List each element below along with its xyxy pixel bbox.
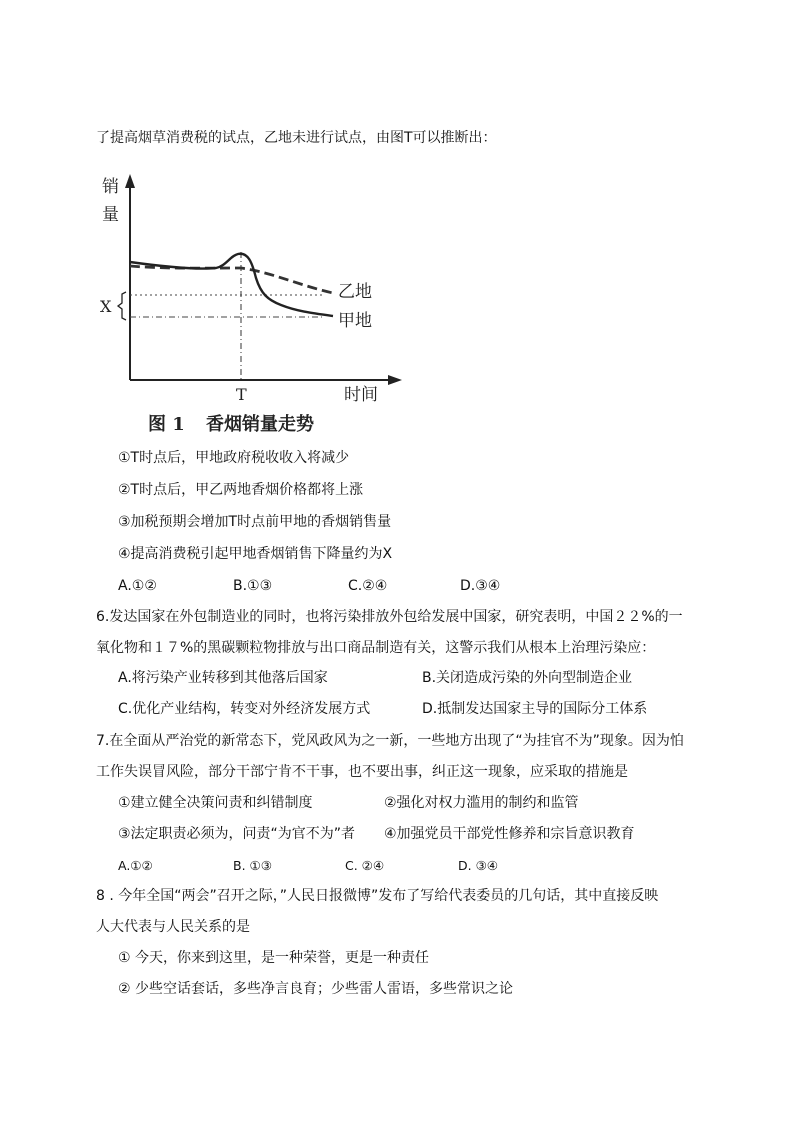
y-label-2: 量 <box>102 205 119 225</box>
q5-statement-4: ④提高消费税引起甲地香烟销售下降量约为X <box>118 546 393 562</box>
q6-line-2: 氧化物和１７%的黑碳颗粒物排放与出口商品制造有关，这警示我们从根本上治理污染应： <box>96 640 656 656</box>
q7-line-2: 工作失误冒风险，部分干部宁肯不干事，也不要出事，纠正这一现象，应采取的措施是 <box>96 764 628 780</box>
q7-statement-1: ①建立健全决策问责和纠错制度 <box>118 795 313 811</box>
q7-line-1: 7.在全面从严治党的新常态下，党风政风为之一新，一些地方出现了“为挂官不为”现象。因为怕 <box>96 733 684 749</box>
q5-option-a: A.①② <box>118 578 157 594</box>
q5-option-c: C.②④ <box>348 578 388 594</box>
q7-option-a: A.①② <box>118 858 153 873</box>
q8-statement-1: ① 今天，你来到这里，是一种荣誉，更是一种责任 <box>118 950 429 966</box>
q7-statement-4: ④加强党员干部党性修养和宗旨意识教育 <box>384 826 635 842</box>
q8-statement-2: ② 少些空话套话，多些净言良育；少些雷人雷语，多些常识之论 <box>118 981 513 997</box>
q6-option-b: B.关闭造成污染的外向型制造企业 <box>422 670 633 686</box>
series-jia-line <box>130 254 333 316</box>
q7-option-b: B. ①③ <box>233 858 272 873</box>
q5-option-d: D.③④ <box>460 578 501 594</box>
figure-sales-trend <box>96 162 412 442</box>
x-marker-label: X <box>100 297 112 316</box>
q6-option-a: A.将污染产业转移到其他落后国家 <box>118 670 328 686</box>
q7-statement-2: ②强化对权力滥用的制约和监管 <box>384 795 579 811</box>
q6-option-c: C.优化产业结构，转变对外经济发展方式 <box>118 701 371 717</box>
series-yi-label: 乙地 <box>338 282 372 302</box>
x-label: 时间 <box>344 385 378 405</box>
q5-statement-3: ③加税预期会增加T时点前甲地的香烟销售量 <box>118 514 392 530</box>
y-axis-arrow <box>125 174 135 188</box>
q5-statement-2: ②T时点后，甲乙两地香烟价格都将上涨 <box>118 482 364 498</box>
intro-line: 了提高烟草消费税的试点，乙地未进行试点，由图T可以推断出： <box>96 130 497 146</box>
q7-option-d: D. ③④ <box>458 858 498 873</box>
series-jia-label: 甲地 <box>338 311 372 331</box>
q5-statement-1: ①T时点后，甲地政府税收收入将减少 <box>118 450 350 466</box>
q7-option-c: C. ②④ <box>345 858 385 873</box>
t-label: T <box>236 385 247 404</box>
q7-statement-3: ③法定职责必须为，问责“为官不为”者 <box>118 826 356 842</box>
q8-line-1: 8 . 今年全国“两会”召开之际，”人民日报微博”发布了写给代表委员的几句话，其中直接反映 <box>96 888 659 904</box>
y-label-1: 销 <box>102 177 119 197</box>
sales-trend-chart <box>96 162 412 442</box>
q6-line-1: 6.发达国家在外包制造业的同时，也将污染排放外包给发展中国家，研究表明，中国２２%的一 <box>96 609 683 625</box>
q6-option-d: D.抵制发达国家主导的国际分工体系 <box>422 701 648 717</box>
x-bracket <box>118 292 126 320</box>
q5-option-b: B.①③ <box>233 578 273 594</box>
figure-caption-number: 图 1 <box>148 414 185 435</box>
q8-line-2: 人大代表与人民关系的是 <box>96 919 250 935</box>
x-axis-arrow <box>388 375 402 385</box>
figure-caption-text: 香烟销量走势 <box>206 414 314 435</box>
series-yi-line <box>130 266 333 293</box>
